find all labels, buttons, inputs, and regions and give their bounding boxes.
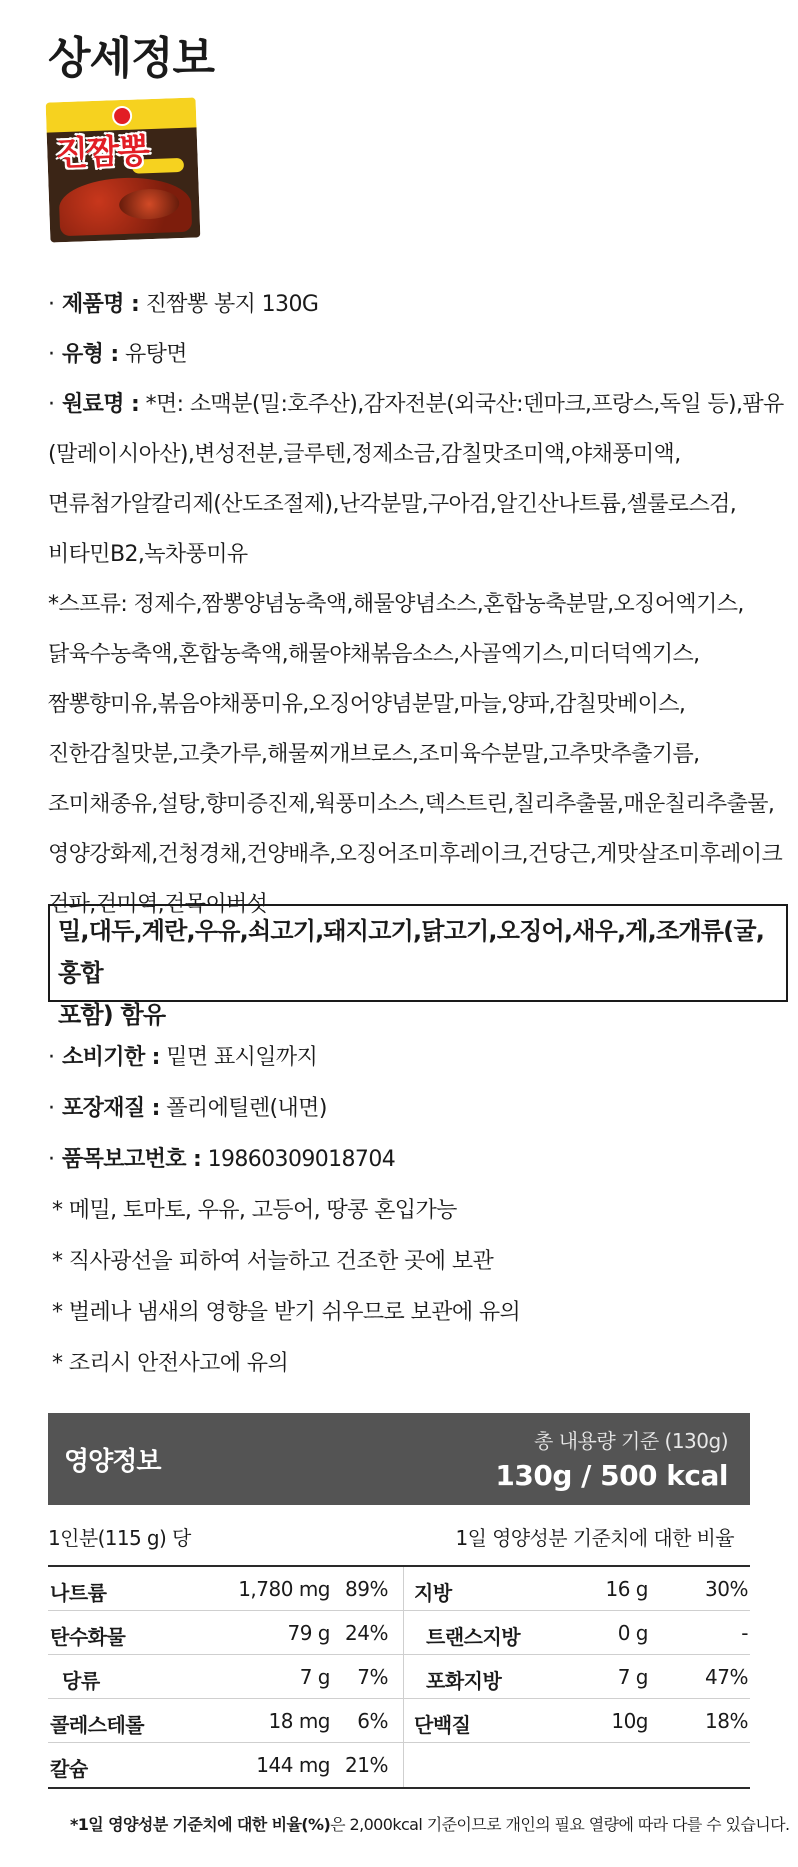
caution-note: * 조리시 안전사고에 유의 xyxy=(52,1351,289,1376)
nutrient-name: 나트륨 xyxy=(50,1581,107,1605)
page-title: 상세정보 xyxy=(48,33,215,84)
nutrition-header xyxy=(48,1413,750,1505)
ingredients-line: 비타민B2,녹차풍미유 xyxy=(48,542,248,567)
packaging-label: 포장재질 : xyxy=(62,1096,160,1121)
ingredients-line: 닭육수농축액,혼합농축액,해물야채볶음소스,사골엑기스,미더덕엑기스, xyxy=(48,642,700,667)
report-number-label: 품목보고번호 : xyxy=(62,1147,202,1172)
expiry-label: 소비기한 : xyxy=(62,1045,160,1070)
nutrition-row xyxy=(48,1743,750,1787)
nutrient-percent: 30% xyxy=(705,1577,748,1601)
ingredients-line: 짬뽕향미유,볶음야채풍미유,오징어양념분말,마늘,양파,감칠맛베이스, xyxy=(48,692,686,717)
caution-note: * 메밀, 토마토, 우유, 고등어, 땅콩 혼입가능 xyxy=(52,1198,457,1223)
product-name-label: 제품명 : xyxy=(62,292,140,317)
ingredients-line: *스프류: 정제수,짬뽕양념농축액,해물양념소스,혼합농축분말,오징어엑기스, xyxy=(48,592,744,617)
nutrient-amount: 0 g xyxy=(617,1621,648,1645)
product-type-value: 유탕면 xyxy=(118,342,187,367)
column-divider xyxy=(403,1743,404,1787)
product-info-list xyxy=(48,280,788,930)
column-divider xyxy=(403,1611,404,1655)
ingredients-value: *면: 소맥분(밀:호주산),감자전분(외국산:덴마크,프랑스,독일 등),팜유 xyxy=(139,392,784,417)
product-package-image xyxy=(46,97,201,242)
nutrient-amount: 7 g xyxy=(617,1665,648,1689)
nutrient-percent: 21% xyxy=(345,1753,388,1777)
nutrient-amount: 79 g xyxy=(287,1621,330,1645)
nutrition-basis: 총 내용량 기준 (130g) xyxy=(534,1429,728,1453)
daily-value-header: 1일 영양성분 기준치에 대한 비율 xyxy=(455,1526,734,1550)
nutrient-name: 칼슘 xyxy=(50,1757,88,1781)
allergen-line: 포함) 함유 xyxy=(58,1001,166,1029)
nutrition-footnote xyxy=(70,1812,789,1835)
nutrient-name: 지방 xyxy=(414,1581,452,1605)
nutrition-row xyxy=(48,1567,750,1611)
ingredients-row: · 원료명 : *면: 소맥분(밀:호주산),감자전분(외국산:덴마크,프랑스,독일 등),팜유 xyxy=(48,392,784,417)
report-number-row: · 품목보고번호 : 19860309018704 xyxy=(48,1147,396,1172)
ingredients-line: 건파,건미역,건목이버섯 xyxy=(48,892,268,917)
packaging-row: · 포장재질 : 폴리에틸렌(내면) xyxy=(48,1096,327,1121)
product-name-row: · 제품명 : 진짬뽕 봉지 130G xyxy=(48,292,319,317)
nutrition-title: 영양정보 xyxy=(64,1447,161,1477)
nutrient-amount: 7 g xyxy=(299,1665,330,1689)
nutrient-amount: 1,780 mg xyxy=(238,1577,330,1601)
caution-note: * 직사광선을 피하여 서늘하고 건조한 곳에 보관 xyxy=(52,1249,494,1274)
nutrient-percent: 7% xyxy=(357,1665,388,1689)
ingredients-line: 조미채종유,설탕,향미증진제,웍풍미소스,덱스트린,칠리추출물,매운칠리추출물, xyxy=(48,792,775,817)
nutrient-percent: 89% xyxy=(345,1577,388,1601)
packaging-value: 폴리에틸렌(내면) xyxy=(159,1096,327,1121)
nutrient-amount: 18 mg xyxy=(268,1709,330,1733)
package-product-name: 진짬뽕 xyxy=(54,131,149,175)
footnote-bold: *1일 영양성분 기준치에 대한 비율(%) xyxy=(70,1815,331,1834)
product-type-label: 유형 : xyxy=(62,342,119,367)
nutrition-row xyxy=(48,1611,750,1655)
allergen-box xyxy=(48,904,788,1029)
footnote-text: 은 2,000kcal 기준이므로 개인의 필요 열량에 따라 다를 수 있습니다. xyxy=(330,1815,790,1834)
ingredients-line: (말레이시아산),변성전분,글루텐,정제소금,감칠맛조미액,야채풍미액, xyxy=(48,442,681,467)
nutrient-percent: 24% xyxy=(345,1621,388,1645)
nutrient-name: 트랜스지방 xyxy=(426,1625,521,1649)
column-divider xyxy=(403,1567,404,1611)
nutrient-amount: 144 mg xyxy=(256,1753,330,1777)
nutrition-table xyxy=(48,1565,750,1789)
report-number-value: 19860309018704 xyxy=(201,1147,396,1172)
ingredients-line: 면류첨가알칼리제(산도조절제),난각분말,구아검,알긴산나트륨,셀룰로스검, xyxy=(48,492,737,517)
expiry-value: 밑면 표시일까지 xyxy=(159,1045,318,1070)
nutrient-percent: 6% xyxy=(357,1709,388,1733)
column-divider xyxy=(403,1655,404,1699)
ingredients-label: 원료명 : xyxy=(62,392,140,417)
nutrient-amount: 16 g xyxy=(605,1577,648,1601)
ingredients-line: 영양강화제,건청경채,건양배추,오징어조미후레이크,건당근,게맛살조미후레이크 xyxy=(48,842,783,867)
product-type-row: · 유형 : 유탕면 xyxy=(48,342,187,367)
product-name-value: 진짬뽕 봉지 130G xyxy=(139,292,319,317)
nutrient-percent: - xyxy=(741,1621,748,1645)
expiry-row: · 소비기한 : 밑면 표시일까지 xyxy=(48,1045,318,1070)
nutrient-name: 콜레스테롤 xyxy=(50,1713,145,1737)
nutrient-name: 탄수화물 xyxy=(50,1625,126,1649)
nutrition-row xyxy=(48,1699,750,1743)
nutrition-total: 130g / 500 kcal xyxy=(495,1459,728,1492)
nutrition-row xyxy=(48,1655,750,1699)
nutrient-name: 포화지방 xyxy=(426,1669,502,1693)
nutrient-amount: 10g xyxy=(611,1709,648,1733)
nutrient-percent: 18% xyxy=(705,1709,748,1733)
column-divider xyxy=(403,1699,404,1743)
product-info-list-2 xyxy=(48,1032,788,1389)
nutrient-name: 당류 xyxy=(62,1669,100,1693)
ingredients-line: 진한감칠맛분,고춧가루,해물찌개브로스,조미육수분말,고추맛추출기름, xyxy=(48,742,700,767)
allergen-line: 밀,대두,계란,우유,쇠고기,돼지고기,닭고기,오징어,새우,게,조개류(굴,홍합 xyxy=(58,917,765,987)
caution-note: * 벌레나 냄새의 영향을 받기 쉬우므로 보관에 유의 xyxy=(52,1300,521,1325)
serving-size: 1인분(115 g) 당 xyxy=(48,1526,191,1550)
nutrient-percent: 47% xyxy=(705,1665,748,1689)
nutrient-name: 단백질 xyxy=(414,1713,471,1737)
